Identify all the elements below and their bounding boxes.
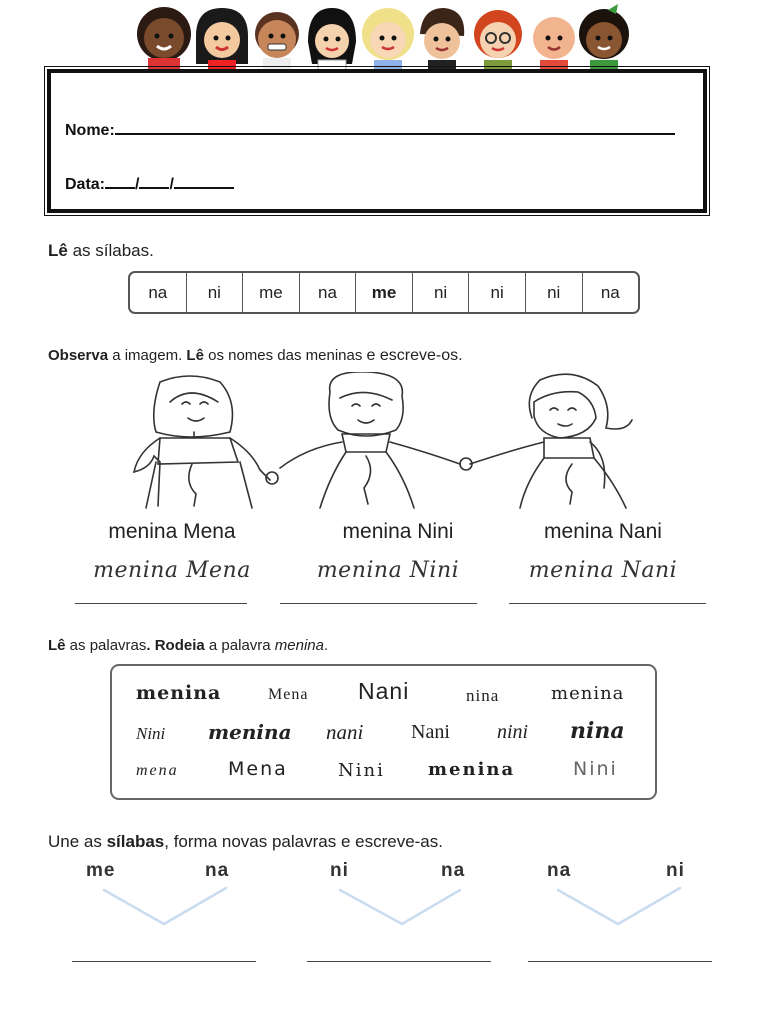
instruction-bold: sílabas <box>106 832 165 851</box>
date-separator-2: / <box>169 176 174 193</box>
write-line[interactable] <box>75 603 247 604</box>
join-syllable: na <box>441 860 466 881</box>
word[interactable]: nini <box>497 721 529 743</box>
instruction-text: a palavra <box>204 637 275 654</box>
write-line[interactable] <box>509 603 706 604</box>
join-arrows-icon <box>90 884 720 932</box>
section3-instruction <box>48 637 328 654</box>
instruction-text: a imagem. <box>108 347 187 364</box>
word[interactable]: nani <box>326 720 364 744</box>
date-day-line[interactable] <box>105 173 135 189</box>
girl-cursive-nani: menina Nani <box>528 558 678 583</box>
write-line[interactable] <box>307 961 491 962</box>
instruction-text: as sílabas. <box>67 241 154 260</box>
date-field-row <box>65 173 234 194</box>
word[interactable]: Nini <box>338 760 385 781</box>
instruction-text: . <box>324 637 329 654</box>
syllable-cell: na <box>300 273 357 312</box>
syllable-cell: ni <box>526 273 583 312</box>
word[interactable]: Mena <box>268 686 309 703</box>
word[interactable]: menina <box>136 682 222 704</box>
instruction-italic: menina <box>274 637 324 654</box>
instruction-bold: Observa <box>48 347 109 364</box>
word[interactable]: Nani <box>358 678 410 704</box>
instruction-text: , forma novas palavras e escreve-as. <box>164 832 443 851</box>
word-box <box>110 664 657 800</box>
date-separator-1: / <box>135 176 140 193</box>
children-banner-icon <box>134 2 630 70</box>
write-line[interactable] <box>72 961 256 962</box>
word[interactable]: menina <box>208 720 292 744</box>
instruction-bold: Lê <box>48 637 66 654</box>
word[interactable]: Nini <box>573 758 618 780</box>
section1-instruction <box>48 241 154 261</box>
syllable-cell: ni <box>469 273 526 312</box>
word[interactable]: mena <box>136 762 179 779</box>
word[interactable]: nina <box>466 686 500 705</box>
girl-name-mena: menina Mena <box>108 520 236 543</box>
join-syllable: na <box>547 860 572 881</box>
join-syllable: me <box>86 860 116 881</box>
syllable-cell: na <box>130 273 187 312</box>
syllable-strip <box>128 271 640 314</box>
word[interactable]: Nini <box>136 724 166 743</box>
girl-name-nani: menina Nani <box>544 520 662 543</box>
instruction-bold: Lê <box>48 241 68 260</box>
syllable-cell: na <box>600 282 620 302</box>
syllable-cell: me <box>356 273 413 312</box>
girl-cursive-nini: menina Nini <box>316 558 460 583</box>
word[interactable]: menina <box>428 759 516 780</box>
girl-name-nini: menina Nini <box>342 520 454 543</box>
section4-instruction <box>48 832 443 852</box>
word[interactable]: menina <box>551 683 625 704</box>
name-line[interactable] <box>115 119 675 135</box>
girls-holding-hands-icon <box>120 372 650 512</box>
write-line[interactable] <box>528 961 712 962</box>
word[interactable]: Mena <box>228 758 288 780</box>
section2-instruction <box>48 347 463 365</box>
join-syllable: ni <box>330 860 349 881</box>
name-label: Nome: <box>65 122 115 139</box>
date-month-line[interactable] <box>139 173 169 189</box>
instruction-bold: . Rodeia <box>146 637 205 654</box>
word[interactable]: nina <box>570 718 625 744</box>
name-date-box <box>47 69 707 213</box>
date-year-line[interactable] <box>174 173 234 189</box>
syllable-cell: ni <box>413 273 470 312</box>
syllable-cell: ni <box>187 273 244 312</box>
girl-cursive-mena: menina Mena <box>93 558 251 583</box>
instruction-text: Une as <box>48 832 107 851</box>
instruction-text: as palavras <box>65 637 147 654</box>
instruction-text: os nomes das meninas <box>203 347 367 364</box>
join-syllable: ni <box>666 860 685 881</box>
word[interactable]: Nani <box>411 721 450 743</box>
name-field-row <box>65 119 675 140</box>
instruction-text: e escreve-os. <box>366 347 463 364</box>
join-syllable: na <box>205 860 230 881</box>
write-line[interactable] <box>280 603 477 604</box>
syllable-cell: me <box>243 273 300 312</box>
instruction-bold: Lê <box>186 347 204 364</box>
date-label: Data: <box>65 176 106 193</box>
